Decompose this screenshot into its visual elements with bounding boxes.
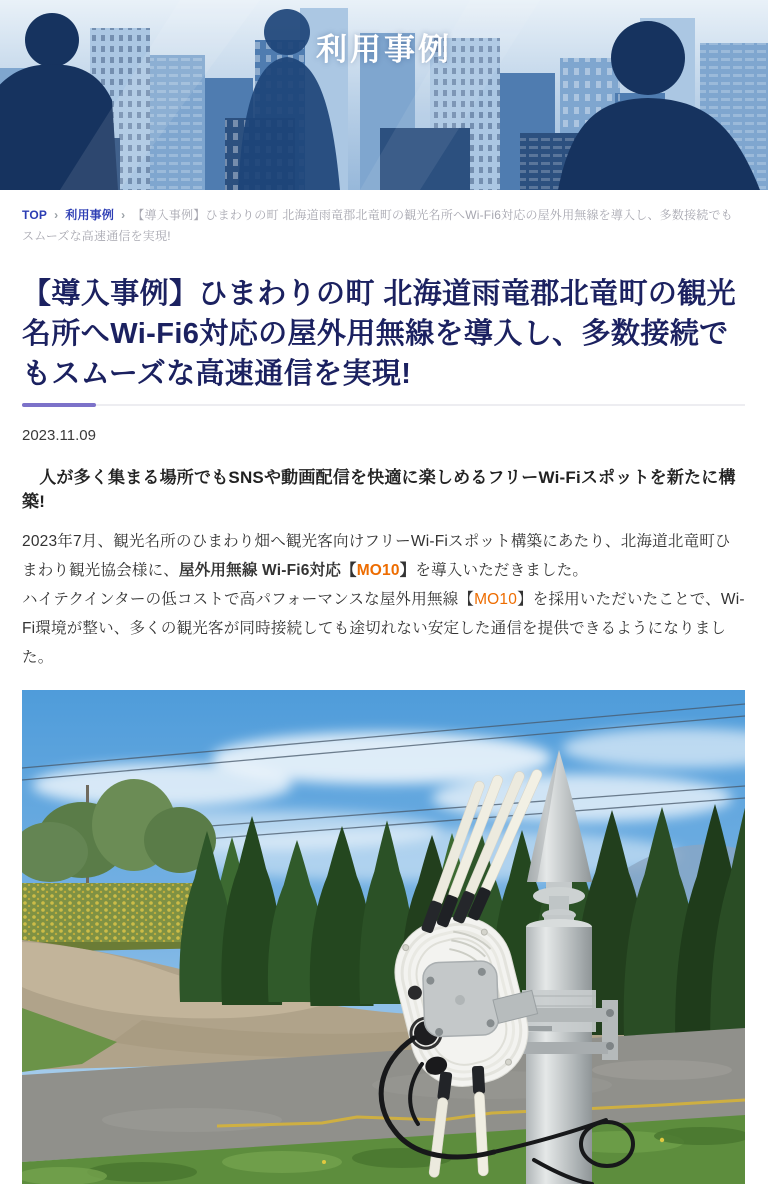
breadcrumb (22, 205, 745, 246)
article-paragraph (22, 527, 745, 585)
article-date: 2023.11.09 (22, 427, 96, 445)
article-lead: 人が多く集まる場所でもSNSや動画配信を快適に楽しめるフリーWi-Fiスポットを新たに構築! (22, 468, 736, 512)
hero-banner (0, 0, 768, 190)
product-name-accent: MO10 (356, 562, 400, 580)
text-segment: 】を採用いただいたことで、Wi-Fi環境が整い、多くの観光客が同時接続しても途切れない安定した通信を提供できるようになりました。 (22, 591, 745, 667)
article-paragraph (22, 585, 745, 672)
breadcrumb-current-page: 【導入事例】ひまわりの町 北海道雨竜郡北竜町の観光名所へWi-Fi6対応の屋外用無線を導入し、多数接続でもスムーズな高速通信を実現! (22, 208, 733, 243)
divider-track (22, 404, 745, 406)
text-segment: ハイテクインターの低コストで高パフォーマンスな屋外用無線【 (22, 591, 475, 609)
breadcrumb-separator-icon: › (54, 208, 59, 222)
main-content (0, 205, 768, 1184)
page-title: 利用事例 (316, 32, 452, 67)
article-title: 【導入事例】ひまわりの町 北海道雨竜郡北竜町の観光名所へWi-Fi6対応の屋外用無線を導入し、多数接続でもスムーズな高速通信を実現! (22, 278, 737, 391)
breadcrumb-separator-icon: › (121, 208, 126, 222)
divider-accent (22, 403, 96, 407)
text-segment: 屋外用無線 Wi-Fi6対応【 (179, 562, 357, 580)
article-paragraphs (22, 527, 745, 672)
breadcrumb-link[interactable]: 利用事例 (65, 208, 115, 222)
photo-illustration (22, 690, 745, 1184)
title-divider (22, 403, 745, 407)
text-segment: 2023年7月、観光名所のひまわり畑へ観光客向けフリーWi-Fiスポット構築にあたり、北海道北竜町ひまわり観光協会様に、 (22, 533, 731, 580)
text-segment: 】 (399, 562, 416, 580)
text-segment: を導入いただきました。 (415, 562, 589, 580)
product-name-accent: MO10 (474, 591, 518, 609)
breadcrumb-link[interactable]: TOP (22, 208, 48, 222)
article-photo-outdoor-wifi-unit (22, 690, 745, 1184)
